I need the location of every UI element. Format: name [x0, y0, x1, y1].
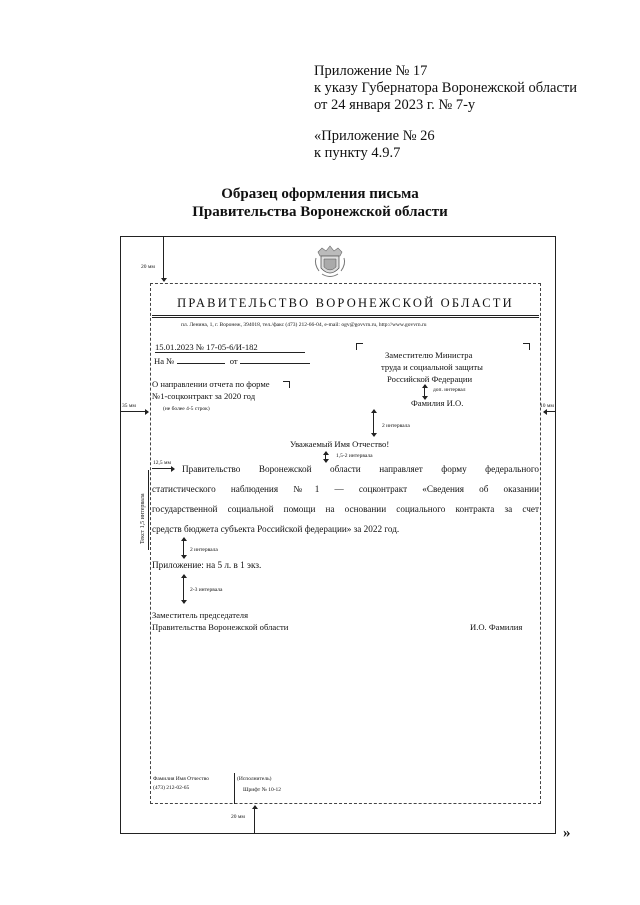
recipient-line-1: Заместителю Министра — [385, 350, 473, 360]
reference-line: На № от — [154, 356, 310, 366]
right-margin-label: 10 мм — [540, 403, 554, 409]
body-line-2: статистического наблюдения №1 — соцконтракт «Сведения об оказании — [152, 484, 539, 494]
interval-15-2-arrow — [325, 452, 326, 462]
bottom-margin-label: 20 мм — [231, 814, 245, 820]
signer-title-line-2: Правительства Воронежской области — [152, 622, 289, 632]
indent-arrow — [152, 468, 174, 469]
interval-2-3-label: 2-3 интервала — [190, 587, 223, 593]
recipient-line-3: Российской Федерации — [387, 374, 473, 384]
two-interval-label-2: 2 интервала — [190, 547, 218, 553]
title-rule-bottom — [152, 317, 539, 318]
side-spacing-brace — [148, 470, 149, 550]
executor-name: Фамилия Имя Отчество — [153, 776, 210, 782]
right-margin-arrow — [544, 411, 555, 412]
left-margin-arrow — [121, 411, 148, 412]
left-margin-label: 35 мм — [122, 403, 136, 409]
subject-corner-right — [283, 381, 290, 388]
two-interval-arrow-2 — [183, 538, 184, 558]
top-margin-arrow — [163, 237, 164, 281]
executor-label: (Исполнитель) — [237, 776, 272, 782]
bottom-margin-arrow — [254, 806, 255, 833]
recipient-corner-left — [356, 343, 363, 350]
interval-15-2-label: 1,5-2 интервала — [336, 453, 373, 459]
body-line-1: Правительство Воронежской области направляет форму федерального — [182, 464, 539, 474]
indent-label: 12,5 мм — [153, 460, 171, 466]
body-line-3: государственной социальной помощи на основании социального контракта за счет — [152, 504, 539, 514]
appendix-line-2: к указу Губернатора Воронежской области — [314, 80, 577, 96]
extra-interval-label: доп. интервал — [433, 387, 466, 393]
recipient-corner-right — [523, 343, 530, 350]
appendix-line-3: от 24 января 2023 г. № 7-у — [314, 97, 476, 113]
subject-line-2: №1-соцконтракт за 2020 год — [152, 391, 256, 401]
coat-of-arms-emblem — [312, 244, 348, 280]
government-title: ПРАВИТЕЛЬСТВО ВОРОНЕЖСКОЙ ОБЛАСТИ — [177, 296, 514, 310]
subject-line-1: О направлении отчета по форме — [152, 379, 270, 389]
two-interval-label-1: 2 интервала — [382, 423, 410, 429]
recipient-name: Фамилия И.О. — [411, 398, 464, 408]
letter-date-number: 15.01.2023 № 17-05-6/И-182 — [155, 342, 305, 353]
document-title-line-1: Образец оформления письма — [221, 186, 419, 202]
two-interval-arrow-1 — [373, 410, 374, 436]
title-rule-top — [152, 315, 539, 316]
extra-interval-arrow — [424, 385, 425, 399]
appendix-line-1: Приложение № 17 — [314, 63, 428, 79]
closing-quote-mark: » — [563, 825, 571, 841]
side-spacing-label: Текст 1,5 интервала — [140, 493, 146, 544]
font-size-note: Шрифт № 10-12 — [243, 787, 282, 793]
subject-note: (не более 4-5 строк) — [163, 406, 210, 412]
executor-divider — [234, 773, 235, 804]
appendix-line-4: «Приложение № 26 — [314, 128, 435, 144]
signer-name: И.О. Фамилия — [470, 622, 523, 632]
executor-phone: (473) 212-02-65 — [153, 785, 190, 791]
signer-title-line-1: Заместитель председателя — [152, 610, 249, 620]
top-margin-label: 20 мм — [141, 264, 155, 270]
recipient-line-2: труда и социальной защиты — [381, 362, 483, 372]
interval-2-3-arrow — [183, 575, 184, 603]
attachment-line: Приложение: на 5 л. в 1 экз. — [152, 560, 262, 570]
document-title-line-2: Правительства Воронежской области — [192, 204, 448, 220]
government-address: пл. Ленина, 1, г. Воронеж, 394018, тел./факс (473) 212-66-04, e-mail: ogv@govvrn.ru, http://www.govvrn.ru — [181, 322, 427, 328]
body-line-4: средств бюджета субъекта Российской федерации» за 2022 год. — [152, 524, 400, 534]
salutation: Уважаемый Имя Отчество! — [290, 439, 390, 449]
appendix-line-5: к пункту 4.9.7 — [314, 145, 401, 161]
